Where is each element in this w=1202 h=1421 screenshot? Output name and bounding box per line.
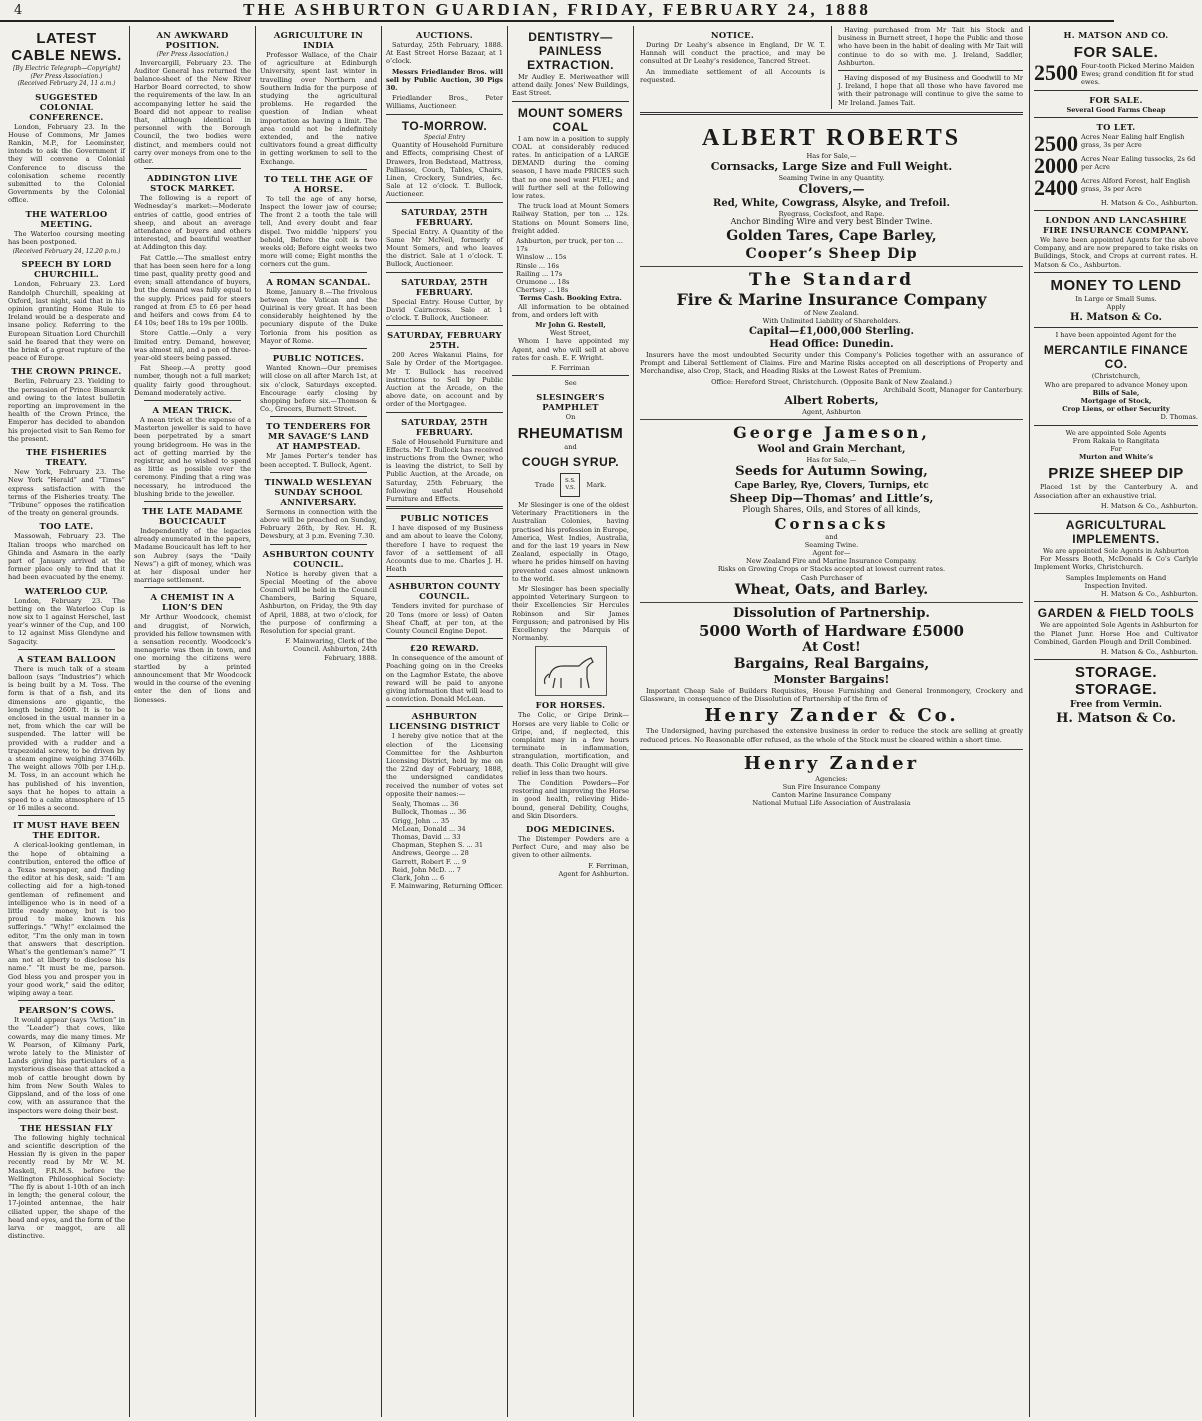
ad-line: Agent for— [812,549,851,558]
notice-text: Friedlander Bros., Peter Williams, Auctioneer. [386,94,503,111]
column-5 [508,26,634,1417]
ad-heading: STORAGE. STORAGE. [1074,664,1158,699]
notice-heading: SATURDAY, 25TH FEBRUARY. [401,206,488,227]
article-heading: THE LATE MADAME BOUCICAULT [142,506,243,527]
ad-text: Samples Implements on Hand [1065,573,1167,582]
ad-line: Agent, Ashburton [802,408,861,417]
trade-label: Trade [534,480,555,489]
ad-signoff: Agent for Ashburton. [558,869,629,878]
ad-line: Red, White, Cowgrass, Alsyke, and Trefoil. [713,198,950,210]
rate-row: Orumone ... 18s [516,278,570,287]
article-heading: THE FISHERIES TREATY. [26,447,107,468]
ad-signoff: H. Matson & Co., Ashburton. [1100,198,1198,207]
article-text: Massowah, February 23. The Italian troops who marched on Ghinda and Asmara in the early part of January arrived at the former place only to find that it had been evacuated by the enemy. [8,532,125,582]
article-heading: SUGGESTED COLONIAL CONFERENCE. [29,91,104,122]
ad-line: Cash Purchaser of [800,573,863,582]
notice-text: During Dr Leahy’s absence in England, Dr W. T. Hannah will conduct the practice, and may be consulted at Dr Leahy’s residence, Tancred Street. [640,41,825,66]
ad-heading: FOR SALE. [1089,94,1143,105]
masthead [0,0,1114,22]
article-heading: TOO LATE. [39,521,94,532]
ad-heading: PRIZE SHEEP DIP [1048,465,1184,483]
ad-text: Acres Alford Forest, half English grass, 3s per Acre [1081,176,1191,194]
notice-text: Special Entry. House Cutter, by David Cairncross. Sale at 1 o’clock. T. Bullock, Auctioneer. [386,297,503,322]
column-3 [256,26,382,1417]
column-2 [130,26,256,1417]
ad-text: Free from Vermin. [1069,700,1163,711]
vote-row: Sealy, Thomas ... 36 [392,800,459,809]
ad-heading: FOR SALE. [1073,44,1159,61]
ad-line: Bargains, Real Bargains, [733,655,930,672]
ad-line: National Mutual Life Association of Australasia [752,799,911,808]
ad-title: ALBERT ROBERTS [701,124,962,151]
article-text: Rome, January 8.—The frivolous between the Vatican and the Quirinal is very great. It has been considerably heightened by the pecuniary dispute of the Duke Torlonia from his position as Mayor of Rome. [260,287,377,345]
article-heading: THE CROWN PRINCE. [11,366,122,377]
article-text: Fat Sheep.—A pretty good number, though not a full market; quality fairly good throughout. Demand moderately active. [134,364,251,397]
notice-text: Tenders invited for purchase of 20 Tons (more or less) of Oaten Sheaf Chaff, at per ton, at the County Council Engine Depot. [386,602,503,636]
article-heading: THE HESSIAN FLY [20,1122,113,1133]
ad-text: We are appointed Sole Agents in Ashburton [1042,547,1190,556]
ad-text: Several Good Farms Cheap [1066,105,1166,114]
article-heading: TO TENDERERS FOR MR SAVAGE’S LAND AT HAMPSTEAD. [266,421,371,452]
ad-line: Has for Sale,— [806,151,857,160]
notice-text: Messrs Friedlander Bros. will sell by Public Auction, 30 Pigs 30. [386,67,503,93]
ad-line: With Unlimited Liability of Shareholders. [762,316,901,325]
page-columns [4,26,1198,1417]
ad-heading: DENTISTRY—PAINLESS EXTRACTION. [527,30,614,72]
article-text: New York, February 23. The New York “Herald” and “Times” express satisfaction with the terms of the Fisheries treaty. The “Tribune” opposes the ratification of the treaty on general grounds. [8,468,125,518]
article-heading: WATERLOO CUP. [24,585,109,596]
ad-line: Anchor Binding Wire and very best Binder Twine. [730,217,933,227]
ad-text: The Undersigned, having purchased the extensive business in order to reduce the stock are selling at greatly reduced prices. No Reasonable offer refused, as the whole of the Stock must be cleared within a short time. [640,727,1023,744]
ad-heading: GARDEN & FIELD TOOLS [1037,606,1195,621]
ad-text: Mr Audley E. Meriweather will attend daily. Jones’ New Buildings, East Street. [512,73,629,98]
rate-list [512,237,629,294]
ad-signoff: H. Matson & Co., Ashburton. [1100,501,1198,510]
article-heading: A ROMAN SCANDAL. [266,276,371,287]
ad-heading: SLESINGER’S PAMPHLET [536,391,605,412]
article-heading: A STEAM BALLOON [17,653,116,664]
article-text: Berlin, February 23. Yielding to the persuasion of Prince Bismarck and owing to the latest bulletin reporting an improvement in the health of the Crown Prince, the Emperor has decided to abandon his projected visit to San Remo for the present. [8,377,125,443]
article-text: Independently of the legacies already enumerated in the papers, Madame Boucicault has left to her son Aubrey (says the “Daily News”) a gift of money, which was at her disposal under her marriage settlement. [134,527,251,585]
notice-heading: NOTICE. [710,30,755,40]
notice-row [640,26,1023,109]
vote-row: Chapman, Stephen S. ... 31 [392,841,484,850]
notice-text: In consequence of the amount of Poaching going on in the Creeks on the Lagmhor Estate, the above reward will be paid to anyone giving information that will lead to a conviction. Donald McLean. [386,654,503,704]
notice-text: Having disposed of my Business and Goodwill to Mr J. Ireland, I hope that all those who have favored me with their patronage will continue to give the same to Mr Ireland. James Tait. [838,74,1023,107]
ad-heading: MONEY TO LEND [1050,276,1182,294]
rate-row: Railing ... 17s [516,269,563,278]
ad-text: Inspection Invited. [1084,581,1148,590]
ad-row [1034,62,1198,87]
ad-line: Cooper’s Sheep Dip [745,245,918,262]
article-heading: TO TELL THE AGE OF A HORSE. [264,173,373,194]
ad-line: Wheat, Oats, and Barley. [734,581,929,598]
rate-row: Winslow ... 15s [516,253,567,262]
ad-row [1034,152,1198,178]
article-text: The following is a report of Wednesday’s market:—Moderate entries of cattle, good entries of sheep, and about an average attendance of buyers and others interested, and beautiful weather at Addington this day. [134,194,251,252]
article-heading: THE WATERLOO MEETING. [25,208,108,229]
article-heading: ASHBURTON COUNTY COUNCIL. [262,548,375,569]
article-text: It would appear (says “Action” in the “Leader”) that cows, like cowards, may die many times. Mr W. Pearson, of Kilmany Park, wrote lately to the Minister of Lands giving his particulars of a mysterious disease that attacked a mob of cattle brought down by him from New South Wales to Gippsland, and of the loss of one cow, with an assurance that the inspectors were doing their best. [8,1016,125,1115]
ad-text: Important Cheap Sale of Builders Requisites, House Furnishing and General Ironmongery, Crockery and Glassware, in consequence of the Dissolution of Partnership of the firm of [640,686,1023,704]
ad-text: We have been appointed Agents for the above Company, and are now prepared to take risks on Buildings, Stock, and Crops at current rates. H. Matson & Co., Ashburton. [1034,236,1198,269]
article-text: Sermons in connection with the above will be preached on Sunday, February 26th, by Rev. H. R. Dewsbury, at 3 p.m. Evening 7.30. [260,507,377,541]
article-text: Mr Arthur Woodcock, chemist and druggist, of Norwich, provided his fellow townsmen with a sensation recently. Woodcock’s menagerie was then in town, and one morning the citizens were startled by a printed announcement that Mr Woodcock would in the course of the evening enter the den of lions and lionesses. [134,613,251,704]
notice-heading: SATURDAY, 25TH FEBRUARY. [401,416,488,437]
article-heading: A MEAN TRICK. [152,405,233,416]
notice-text: Special Entry. A Quantity of the Same Mr McNeil, formerly of Mount Somers, and who leaves the district. Sale at 1 o’clock. T. Bullock, Auctioneer. [386,227,503,269]
henry-zander-ad [640,750,1023,811]
notice-heading: PUBLIC NOTICES [400,513,489,524]
article-text: To tell the age of any horse, Inspect the lower jaw of course; The front 2 a tooth the tale will tell, And every doubt and fear dispel. Two middle ‘nippers’ you behold, Before the colt is two weeks old; Before eight weeks two more will come; Eight months the corners cut the gum. [260,194,377,269]
ad-text: Bills of Sale, [1092,388,1140,397]
section-heading: LATEST CABLE NEWS. [11,30,122,64]
press-line: (Per Press Association.) [30,72,103,80]
article-heading: AGRICULTURE IN INDIA [273,30,364,50]
rate-row: Ashburton, per truck, per ton ... 17s [516,237,623,254]
notice-text: Sale of Household Furniture and Effects. Mr T. Bullock has received instructions from the Owner, who is leaving the district, to Sell by Public Auction, at the Arcade, on Saturday, 25th February, the following useful Household Furniture and Effects. [386,437,503,504]
vote-row: McLean, Donald ... 34 [392,824,466,833]
ad-text: H. Matson & Co. [1069,312,1163,324]
article-text: The following highly technical and scientific description of the Hessian fly is given in the paper recently read by Mr W. M. Maskell, F.R.M.S. before the Wellington Philosophical Society: “The fly is about 1-10th of an inch in length; the general colour, the 17-jointed antennae, the hair ciliated upper, the shape of the head and eyes, and the form of the larva or maggot, are all distinctive. [8,1133,125,1241]
ad-text: In Large or Small Sums. [1075,294,1157,303]
ad-row [1034,174,1198,200]
ad-line: Cornsacks, Large Size and Full Weight. [710,160,953,174]
ad-heading: AGRICULTURAL IMPLEMENTS. [1065,518,1167,547]
ad-heading: LONDON AND LANCASHIRE FIRE INSURANCE COMPANY. [1043,215,1189,236]
article-text: Store Cattle.—Only a very limited entry. Demand, however, was almost nil, and a pen of three-year-old steers being passed. [134,329,251,362]
ad-heading: MERCANTILE FINANCE CO. [1043,343,1189,372]
ad-text: Four-tooth Picked Merino Maiden Ewes; grand condition fit for stud ewes. [1081,62,1195,87]
article-text: London, February 23. The betting on the Waterloo Cup is now six to 1 against Herschel, last year’s winner of the Cup, and 100 to 12 against Miss Glendyne and Sagacity. [8,596,125,646]
newspaper-title: THE ASHBURTON GUARDIAN, FRIDAY, FEBRUARY 24, 1888 [243,0,871,19]
vote-row: Reid, John McD. ... 7 [392,865,461,874]
ad-heading: COUGH SYRUP. [521,454,620,469]
vote-row: Clark, John ... 6 [392,873,445,882]
ad-text: (Christchurch, [1091,372,1141,381]
ad-text: I am now in a position to supply COAL at considerably reduced rates. In anticipation of a LARGE DEMAND during the coming season, I have made PRICES such that no one need want FUEL; and will further sell at the following low rates. [512,134,629,201]
ad-line: Ryegrass, Cocksfoot, and Rape. [778,210,885,219]
article-heading: SPEECH BY LORD CHURCHILL. [21,259,112,280]
trade-mark [512,473,629,497]
article-text: Wanted Known—Our premises will close on all after March 1st, at six o’clock, Saturdays excepted. Encourage early closing by shopping before six.—Thomson & Co., Grocers, Burnett Street. [260,364,377,414]
ad-heading: DOG MEDICINES. [526,824,615,834]
column-8 [1030,26,1202,1417]
article-text: London, February 23. Lord Randolph Churchill, speaking at Oxford, last night, said that in his opinion granting Home Rule to Ireland would be a desperate and insane policy. Referring to the European Situation Lord Churchill said he feared that they were on the brink of a great rupture of the peace of Europe. [8,280,125,363]
ad-line: Seaming Twine in any Quantity. [778,174,885,183]
notice-sub: Special Entry [423,133,466,141]
ad-text: Murton and White’s [1078,453,1154,462]
ad-text: Mr Slesinger has been specially appointed Veterinary Surgeon to their Excellencies Sir Hercules Robinson and Sir James Fergusson; and patronised by His Excellency the Marquis of Normanby. [512,584,629,643]
notice-text: I have disposed of my Business and am about to leave the Colony, therefore I have to request the favor of a settlement of all Accounts due to me. Charles J. H. Heath [386,524,503,574]
notice-heading: SATURDAY, FEBRUARY 25TH. [387,330,502,351]
ad-text: The truck load at Mount Somers Railway Station, per ton ... 12s. Stations on Mount Somers line, freight added. [512,202,629,235]
rate-row: Rinsle ... 16s [516,261,559,270]
ad-text: The Distemper Powders are a Perfect Cure, and may also be given to other ailments. [512,835,629,860]
ad-signoff: F. Ferriman [551,364,590,373]
ad-text: Acres Near Ealing tussocks, 2s 6d per Acre [1081,154,1196,172]
ad-on: On [565,412,576,421]
ad-line: Office: Hereford Street, Christchurch. (Opposite Bank of New Zealand.) [711,377,952,386]
ad-title: Henry Zander [743,752,920,774]
ad-see: See [564,379,577,388]
ad-text: For Messrs Booth, McDonald & Co’s Carlyle Implement Works, Christchurch. [1034,555,1198,572]
horse-illustration-icon [535,646,607,696]
notice-text: I hereby give notice that at the election of the Licensing Committee for the Ashburton Licensing District, held by me on the 22nd day of February, 1888, the undersigned candidates received the number of votes set opposite their names:— [386,732,503,798]
notice-text: Quantity of Household Furniture and Effects, comprising Chest of Drawers, Iron Bedstead, Mattress, Palliasse, Couch, Tables, Chairs, Linen, Crockery, Sundries, &c. Sale at 12 o’clock. T. Bullock, Auctioneer. [386,141,503,199]
ad-line: Clovers,— [798,182,865,197]
article-text: Invercargill, February 23. The Auditor General has returned the balance-sheet of the New River Harbor Board corrected, to show the requirements of the law. In an accompanying letter he said the Board did not appear to realise that, although identical in personnel with the Borough Council, the two bodies were distinct, and members could not carry over moneys from one to the other. [134,58,251,165]
ad-signoff: H. Matson & Co., Ashburton. [1100,647,1198,656]
ad-line: of New Zealand. [804,308,859,317]
ad-line: Monster Bargains! [773,672,890,686]
notice-heading: ASHBURTON COUNTY COUNCIL. [388,581,501,602]
ad-text: Placed 1st by the Canterbury A. and Association after an exhaustive trial. [1034,483,1198,500]
ad-signoff: D. Thomas. [1160,413,1198,422]
ad-heading: H. MATSON AND CO. [1063,30,1169,40]
ad-text: We are appointed Sole Agents in Ashburton for the Planet Junr. Horse Hoe and Cultivator Combined, Garden Plough and Drill Combined. [1034,621,1198,646]
ad-line: Capital—£1,000,000 Sterling. [748,326,915,338]
albert-roberts-ad [640,118,1023,267]
ad-text: From Rakaia to Rangitata [1072,436,1160,445]
ad-text: The Condition Powders—For restoring and improving the Horse in good health, relieving Hide-bound, general Debility, Coughs, and Skin Disorders. [512,778,629,820]
ad-number: 2400 [1034,174,1078,200]
ad-heading: FOR HORSES. [535,700,606,711]
ad-line: Canton Marine Insurance Company [771,791,892,800]
notice-heading: TO-MORROW. [401,118,488,133]
ad-title: The Standard [749,269,914,290]
agent-name: Mr John G. Restell, [535,321,606,330]
ad-line: Wool and Grain Merchant, [757,444,906,456]
ad-terms: Terms Cash. Booking Extra. [519,294,622,303]
ad-line: and [825,532,838,541]
signoff: F. Mainwaring, Returning Officer. [390,882,503,891]
vote-row: Grigg, John ... 35 [392,816,450,825]
ad-text: Mortgage of Stock, [1080,397,1152,406]
ad-text: Whom I have appointed my Agent, and who will sell at above rates for cash. E. F. Wright. [512,337,629,362]
ad-heading: TO LET. [1096,121,1136,132]
ad-title: George Jameson, [733,423,930,443]
article-heading: A CHEMIST IN A LION’S DEN [150,592,235,613]
standard-insurance-ad [640,267,1023,421]
dissolution-ad [640,603,1023,750]
ad-signoff: F. Ferriman, [588,861,629,870]
press-line: (Per Press Association.) [156,51,229,58]
notice-text: Saturday, 25th February, 1888. At East Street Horse Bazaar, at 1 o’clock. [386,41,503,66]
notice-heading: ASHBURTON LICENSING DISTRICT [389,711,500,732]
ad-line: Agencies: [815,774,848,783]
article-heading: PEARSON’S COWS. [18,1005,115,1016]
trade-mark-seal-icon: S.S. V.S. [560,473,580,497]
vote-row: Bullock, Thomas ... 36 [392,808,467,817]
ad-signoff: H. Matson & Co., Ashburton. [1100,590,1198,599]
article-heading: TINWALD WESLEYAN SUNDAY SCHOOL ANNIVERSARY. [264,476,373,507]
ad-text: I have been appointed Agent for the [1055,331,1177,340]
vote-row: Andrews, George ... 28 [392,849,469,858]
ad-line: At Cost! [802,639,861,655]
ad-line: Cape Barley, Rye, Clovers, Turnips, etc [734,481,929,492]
copyright-line: [By Electric Telegraph—Copyright] [13,65,120,72]
notice-text: Having purchased from Mr Tait his Stock and business in Burnett street, I hope the Public and those who have been in the habit of dealing with Mr Tait will continue to do so with me. J. Ireland, Saddler, Ashburton. [838,26,1023,67]
ad-line: Albert Roberts, [784,394,879,408]
ad-title: Henry Zander & Co. [704,705,959,727]
rate-row: Chertsey ... 18s [516,286,569,295]
ad-text: Mr Slesinger is one of the oldest Veterinary Practitioners in the Australian Colonies, having practised his profession in Europe, America, West Indies, Australia, and for the last 19 years in New Zealand, especially in Otago, where he prides himself on having prevented cases almost unknown to the world. [512,500,629,583]
ad-text: H. Matson & Co. [1056,711,1176,727]
notice-text: An immediate settlement of all Accounts is requested. [640,67,825,84]
ad-line: Sheep Dip—Thomas’ and Little’s, [729,492,934,506]
ad-number: 2000 [1034,152,1078,178]
article-text: There is much talk of a steam balloon (says “Industries”) which is being built by a M. Toss. The form is that of a fish, and its dimensions are gigantic, the length being 260ft. It is to be enclosed in the usual manner in a net, from which the car will be suspended. The latter will be provided with a rudder and a trapezoidal screw, to be driven by a steam engine weighing 3746lb. The weight allows 70lb per I.H.p. M. Toss, in an account which he has published of his invention, says that he hopes to attain a speed to a calm atmosphere of 15 or 16 miles a second. [8,664,125,813]
ad-line: Plough Shares, Oils, and Stores of all kinds, [742,505,921,515]
article-text: A clerical-looking gentleman, in the hope of obtaining a contribution, entered the office of a Texas newspaper, and finding the editor at his desk, said: “I am collecting aid for a high-toned gentleman of refinement and intelligence who is in need of a little ready money, but is too proud to make known his sufferings.” “Why!” exclaimed the editor, “I’m the only man in town that answers that description. What’s the gentleman’s name?” “I am not at liberty to disclose his name.” “It must be me, parson. God bless you and prosper you in your good work,” said the editor, wiping away a tear. [8,841,125,998]
ad-line: Seaming Twine. [804,540,859,549]
notice-text: 200 Acres Wakanui Plains, for Sale by Order of the Mortgagee. Mr T. Bullock has received instructions to Sell by Public Auction at the Arcade, on the above date, on account and by order of the Mortgagee. [386,351,503,409]
ad-title: Fire & Marine Insurance Company [676,289,987,309]
notice-block [831,26,1023,109]
article-text: Notice is hereby given that a Special Meeting of the above Council will be held in the Council Chambers, Baring Square, Ashburton, on Friday, the 9th day of April, 1888, at two o’clock, for the purpose of confirming a Resolution for special grant. [260,569,377,635]
george-jameson-ad [640,420,1023,603]
ad-heading: MOUNT SOMERS COAL [517,105,624,134]
ad-line: Head Office: Dunedin. [769,339,894,351]
section-heading: AUCTIONS. [416,30,473,40]
article-text: London, February 23. In the House of Commons, Mr James Rankin, M.P., for Leominster, intends to ask the Government if they will convene a Colonial Conference to discuss the colonisation scheme recently submitted to the Colonial Governments by the Colonial office. [8,122,125,205]
ad-line: Seeds for Autumn Sowing, [735,464,928,480]
article-heading: PUBLIC NOTICES. [272,353,365,364]
notice-heading: SATURDAY, 25TH FEBRUARY. [401,276,488,297]
ad-text: The Colic, or Gripe Drink—Horses are very liable to Colic or Gripe, and, if neglected, this complaint may in a few hours terminate in inflammation, strangulation, mortification, and death. This Colic Draught will give relief in less than two hours. [512,711,629,777]
ad-line: Risks on Growing Crops or Stacks accepted at lowest current rates. [717,565,946,574]
agent-address: West Street, [549,329,592,338]
ad-line: New Zealand Fire and Marine Insurance Company. [745,557,918,566]
ad-line: Has for Sale,— [806,456,857,465]
article-text: The Waterloo coursing meeting has been postponed. [8,229,125,246]
ad-text: All information to be obtained from, and orders left with [512,302,629,319]
column-4 [382,26,508,1417]
notice-block [640,26,825,109]
signoff: F. Mainwaring, Clerk of the Council. Ashburton, 24th February, 1888. [285,637,377,662]
ad-text: We are appointed Sole Agents [1065,428,1167,437]
article-heading: IT MUST HAVE BEEN THE EDITOR. [12,820,121,841]
ad-row [1034,130,1198,156]
article-text: Mr James Porter’s tender has been accepted. T. Bullock, Agent. [260,452,377,469]
ad-text: Who are prepared to advance Money upon [1044,380,1188,389]
received-line: (Received February 24, 11 a.m.) [17,80,116,87]
ad-text: Insurers have the most undoubted Security under this Company’s Policies together with an assurance of Prompt and Liberal Settlement of Claims. Fire and Marine Risks accepted on all descriptions of Property and Merchandise, also Crop, Stack, and Heading Risks at the Lowest Rates of Premium. [640,351,1023,376]
vote-row: Thomas, David ... 33 [392,832,461,841]
article-text: Professor Wallace, of the Chair of agriculture at Edinburgh University, spent last winter in travelling over Northern and Southern India for the purpose of studying the agricultural problems. He regarded the question of Indian wheat importation as having a limit. The area could not be indefinitely extended, and the native cultivators found a great difficulty in getting workmen to sell to the Exchange. [260,51,377,166]
vote-row: Garrett, Robert F. ... 9 [392,857,467,866]
article-text: A mean trick at the expense of a Masterton jeweller is said to have been perpetrated by a smart young bridegroom. He was in the act of getting married by the registrar, and he wished to spend as little as possible over the ceremony. Finding that a ring was necessary, he introduced the blushing bride to the jeweller. [134,416,251,498]
mark-label: Mark. [586,480,607,489]
ad-line: Golden Tares, Cape Barley, [726,227,937,244]
ad-line: Cornsacks [774,514,889,533]
received-line: (Received February 24, 12.20 p.m.) [12,247,121,255]
ad-line: 5000 Worth of Hardware £5000 [698,621,964,640]
notice-heading: £20 REWARD. [409,643,480,654]
ad-heading: RHEUMATISM [517,424,624,442]
ad-and: and [564,442,577,451]
article-text: Fat Cattle.—The smallest entry that has been seen here for a long time past, quality pretty good and even; small attendance of buyers, but the demand was fully equal to the supply. Prices paid for steers ranged at from £5 to £6 per head and heifers and cows from £4 to £4 10s; beef 18s to 19s per 100lb. [134,253,251,328]
vote-list [386,800,503,882]
ad-text: Acres Near Ealing half English grass, 3s per Acre [1081,132,1185,150]
ad-title: Dissolution of Partnership. [733,605,930,621]
page-number: 4 [14,2,23,18]
column-6-7 [634,26,1030,1417]
ad-text: Apply [1106,303,1126,312]
column-1 [4,26,130,1417]
ad-number: 2500 [1034,60,1078,85]
article-heading: ADDINGTON LIVE STOCK MARKET. [147,173,238,194]
ad-line: Archibald Scott, Manager for Canterbury. [883,385,1023,394]
ad-text: For [1110,445,1122,454]
ad-line: Sun Fire Insurance Company [782,782,881,791]
ad-number: 2500 [1034,130,1078,156]
ad-text: Crop Liens, or other Security [1062,405,1170,414]
article-heading: AN AWKWARD POSITION. [156,30,229,50]
